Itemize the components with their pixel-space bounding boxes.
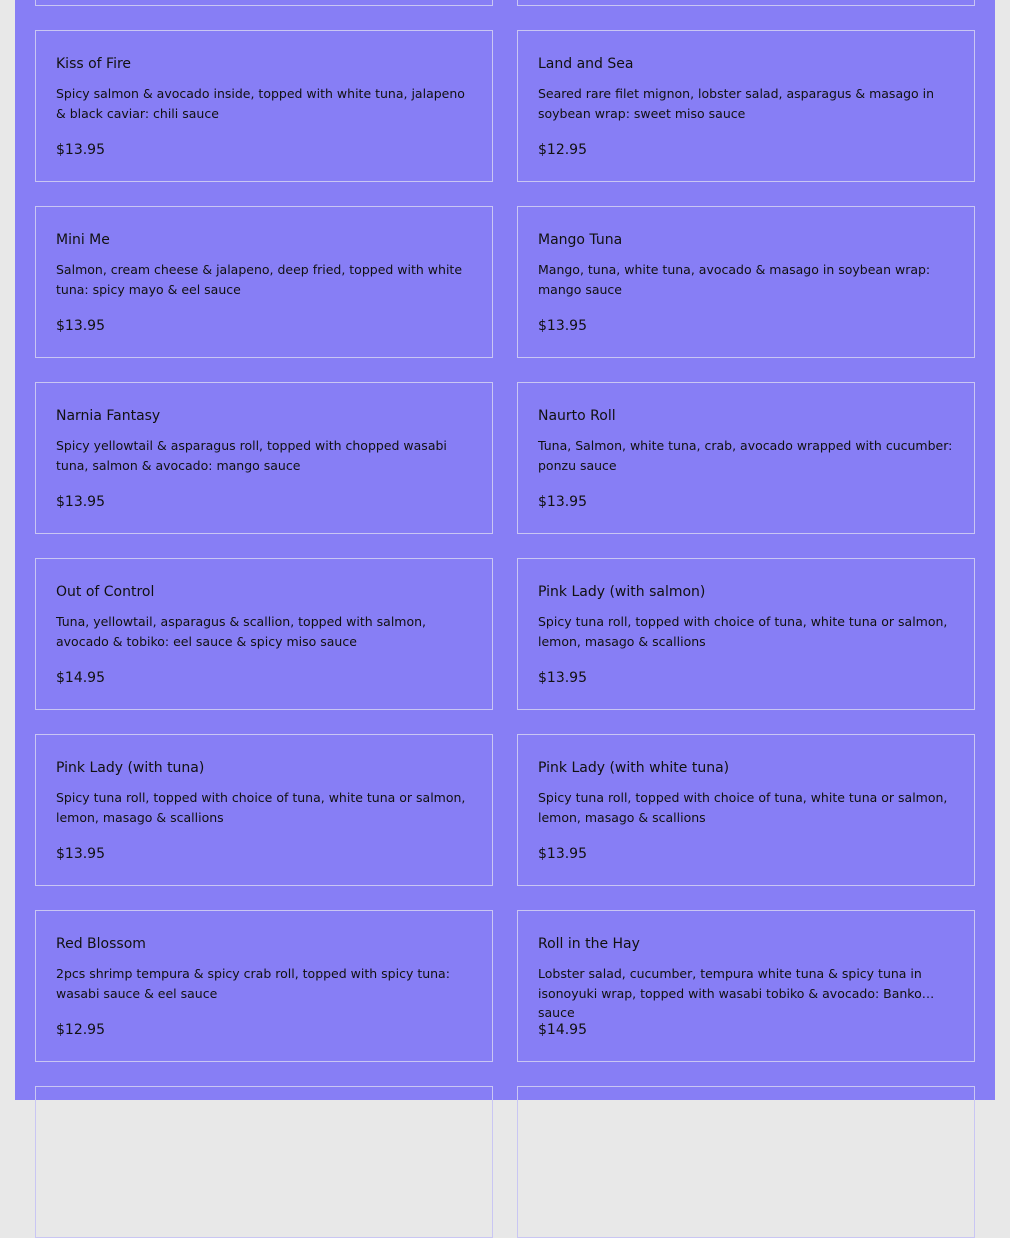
menu-item-name: Kiss of Fire: [56, 56, 132, 72]
menu-item-name: Red Blossom: [56, 936, 146, 952]
menu-item-name: Mini Me: [56, 232, 110, 248]
menu-item-description: Salmon, cream cheese & jalapeno, deep fried, topped with white tuna: spicy mayo & eel sauce: [56, 262, 463, 297]
menu-item-card[interactable]: [517, 206, 975, 358]
menu-item-description: Seared rare filet mignon, lobster salad, asparagus & masago in soybean wrap: sweet miso sauce: [538, 86, 935, 121]
menu-item-name: Pink Lady (with white tuna): [538, 760, 730, 776]
menu-item-card[interactable]: [35, 910, 493, 1062]
menu-item-description: Spicy salmon & avocado inside, topped with white tuna, jalapeno & black caviar: chili sauce: [56, 86, 465, 121]
menu-item-card[interactable]: [35, 206, 493, 358]
menu-item-card[interactable]: [517, 734, 975, 886]
menu-item-card[interactable]: [35, 1086, 493, 1238]
menu-item-description: Spicy tuna roll, topped with choice of tuna, white tuna or salmon, lemon, masago & scallions: [538, 614, 948, 649]
menu-item-price: $13.95: [538, 494, 587, 510]
menu-item-card[interactable]: [35, 0, 493, 6]
menu-item-description: 2pcs shrimp tempura & spicy crab roll, topped with spicy tuna: wasabi sauce & eel sauce: [56, 966, 450, 1001]
menu-item-description: Mango, tuna, white tuna, avocado & masago in soybean wrap: mango sauce: [538, 262, 931, 297]
menu-item-price: $14.95: [538, 1022, 587, 1038]
menu-item-card[interactable]: [517, 0, 975, 6]
menu-item-price: $14.95: [56, 670, 105, 686]
menu-item-price: $13.95: [538, 670, 587, 686]
menu-item-name: Narnia Fantasy: [56, 408, 161, 424]
menu-item-card[interactable]: [517, 1086, 975, 1238]
menu-item-name: Naurto Roll: [538, 408, 616, 424]
menu-item-card[interactable]: [517, 30, 975, 182]
menu-item-card[interactable]: [35, 382, 493, 534]
menu-item-card[interactable]: [517, 558, 975, 710]
menu-item-price: $13.95: [56, 494, 105, 510]
menu-item-price: $13.95: [538, 318, 587, 334]
menu-item-description: Spicy tuna roll, topped with choice of tuna, white tuna or salmon, lemon, masago & scallions: [56, 790, 466, 825]
menu-item-name: Mango Tuna: [538, 232, 623, 248]
menu-item-description: Tuna, Salmon, white tuna, crab, avocado wrapped with cucumber: ponzu sauce: [538, 438, 953, 473]
menu-item-name: Roll in the Hay: [538, 936, 640, 952]
menu-item-card[interactable]: [35, 30, 493, 182]
menu-item-price: $12.95: [56, 1022, 105, 1038]
menu-section: [15, 0, 995, 1100]
menu-item-price: $12.95: [538, 142, 587, 158]
menu-item-card[interactable]: [35, 734, 493, 886]
menu-item-name: Pink Lady (with salmon): [538, 584, 706, 600]
menu-item-name: Out of Control: [56, 584, 155, 600]
menu-item-price: $13.95: [56, 142, 105, 158]
menu-item-card[interactable]: [35, 558, 493, 710]
menu-item-card[interactable]: [517, 382, 975, 534]
menu-item-description: Spicy tuna roll, topped with choice of tuna, white tuna or salmon, lemon, masago & scallions: [538, 790, 948, 825]
menu-item-name: Pink Lady (with tuna): [56, 760, 205, 776]
menu-items-grid: [35, 0, 975, 1238]
menu-item-description: Tuna, yellowtail, asparagus & scallion, topped with salmon, avocado & tobiko: eel sauce & spicy miso sauce: [56, 614, 427, 649]
menu-item-description: Spicy yellowtail & asparagus roll, topped with chopped wasabi tuna, salmon & avocado: mango sauce: [56, 438, 447, 473]
menu-item-price: $13.95: [56, 846, 105, 862]
menu-item-description: Lobster salad, cucumber, tempura white tuna & spicy tuna in isonoyuki wrap, topped with wasabi tobiko & avocado: Banko sauce: [538, 966, 922, 1020]
menu-item-price: $13.95: [538, 846, 587, 862]
menu-item-card[interactable]: [517, 910, 975, 1062]
menu-item-name: Land and Sea: [538, 56, 634, 72]
menu-item-price: $13.95: [56, 318, 105, 334]
